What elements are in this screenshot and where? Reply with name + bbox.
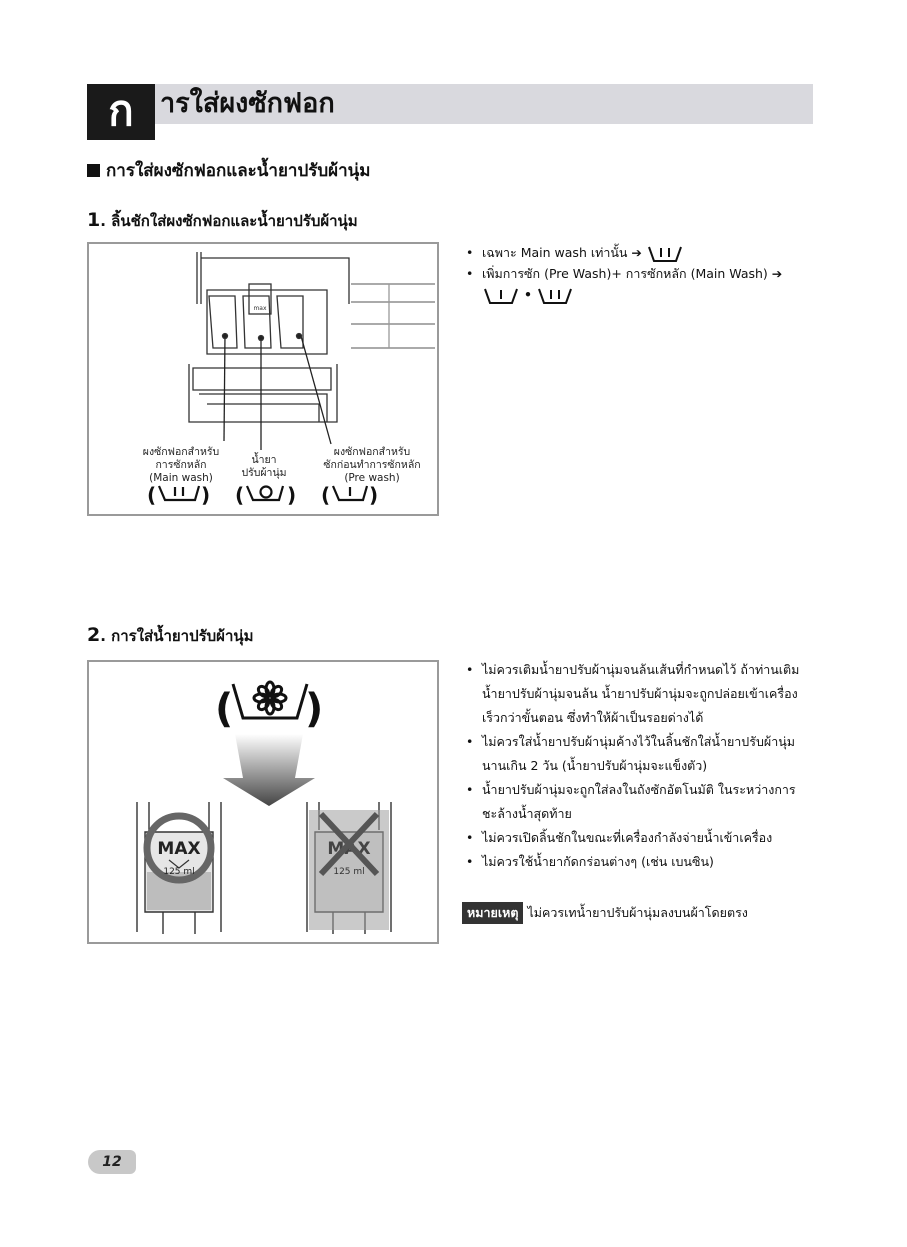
- subsection-1-number: 1: [87, 209, 101, 231]
- right-max-label: MAX: [327, 839, 371, 859]
- subsection-2-title: [87, 624, 254, 647]
- right-ml-label: 125 ml: [333, 867, 365, 877]
- section-title-text: การใส่ผงซักฟอกและน้ำยาปรับผ้านุ่ม: [106, 161, 371, 181]
- note-tag: หมายเหตุ: [462, 902, 523, 924]
- list-item: • เฉพาะ Main wash เท่านั้น ➔: [462, 242, 812, 263]
- main-wash-label: ผงซักฟอกสำหรับ การซักหลัก (Main wash): [142, 446, 220, 484]
- main-wash-icon-paren-left: (: [147, 483, 157, 507]
- pre-wash-icon-paren-right: ): [369, 483, 379, 507]
- section-title: [87, 158, 371, 184]
- square-bullet-icon: [87, 164, 100, 177]
- list-item: • ไม่ควรใส่น้ำยาปรับผ้านุ่มค้างไว้ในลิ้นชักใส่น้ำยาปรับผ้านุ่มนานเกิน 2 วัน (น้ำยาปรับผ้านุ่มจะแข็งตัว): [462, 730, 814, 778]
- main-wash-tray-icon: [646, 245, 684, 263]
- softener-figure: [87, 660, 439, 944]
- softener-label: น้ำยา ปรับผ้านุ่ม: [241, 454, 287, 479]
- softener-warnings-list: [462, 658, 814, 874]
- pre-wash-icon-paren-left: (: [321, 483, 331, 507]
- main-wash-icon-paren-right: ): [201, 483, 211, 507]
- subsection-2-text: . การใส่น้ำยาปรับผ้านุ่ม: [100, 627, 254, 645]
- drawer-max-label: max: [253, 305, 267, 312]
- note-text: ไม่ควรเทน้ำยาปรับผ้านุ่มลงบนผ้าโดยตรง: [527, 905, 748, 920]
- softener-icon-paren-right: ): [287, 483, 297, 507]
- drawer-usage-list: [462, 242, 812, 305]
- note: [462, 902, 748, 924]
- svg-text:): ): [305, 686, 324, 732]
- page-number: 12: [88, 1150, 136, 1174]
- pre-wash-tray-icon: [482, 287, 520, 305]
- down-arrow-icon: [223, 734, 315, 806]
- header-initial: ก: [87, 84, 155, 140]
- pre-wash-label: ผงซักฟอกสำหรับ ซักก่อนทำการซักหลัก (Pre wash): [323, 446, 421, 484]
- page-title: ารใส่ผงซักฟอก: [160, 88, 335, 119]
- left-max-label: MAX: [157, 839, 201, 859]
- drawer-figure: [87, 242, 439, 516]
- subsection-1-text: . ลิ้นชักใส่ผงซักฟอกและน้ำยาปรับผ้านุ่ม: [100, 212, 358, 230]
- softener-illustration: [89, 662, 437, 942]
- plus-separator: •: [523, 287, 532, 302]
- left-ml-label: 125 ml: [163, 867, 195, 877]
- list-item: • น้ำยาปรับผ้านุ่มจะถูกใส่ลงในถังซักอัตโนมัติ ในระหว่างการชะล้างน้ำสุดท้าย: [462, 778, 814, 826]
- list-item: • ไม่ควรเติมน้ำยาปรับผ้านุ่มจนล้นเส้นที่กำหนดไว้ ถ้าท่านเติมน้ำยาปรับผ้านุ่มจนล้น น้ำยาปรับผ้านุ่มจะถูกปล่อยเข้าเครื่องเร็วกว่าขั้นตอน ซึ่งทำให้ผ้าเป็นรอยด่างได้: [462, 658, 814, 730]
- subsection-1-title: [87, 209, 358, 232]
- subsection-2-number: 2: [87, 624, 101, 646]
- svg-text:(: (: [215, 686, 234, 732]
- list-item: • เพิ่มการซัก (Pre Wash)+ การซักหลัก (Main Wash) ➔ •: [462, 263, 812, 305]
- list-item: • ไม่ควรเปิดลิ้นชักในขณะที่เครื่องกำลังจ่ายน้ำเข้าเครื่อง: [462, 826, 814, 850]
- softener-icon-paren-left: (: [235, 483, 245, 507]
- main-wash-tray-icon: [159, 486, 199, 500]
- main-wash-tray-icon: [536, 287, 574, 305]
- list-item: • ไม่ควรใช้น้ำยากัดกร่อนต่างๆ (เช่น เบนซิน): [462, 850, 814, 874]
